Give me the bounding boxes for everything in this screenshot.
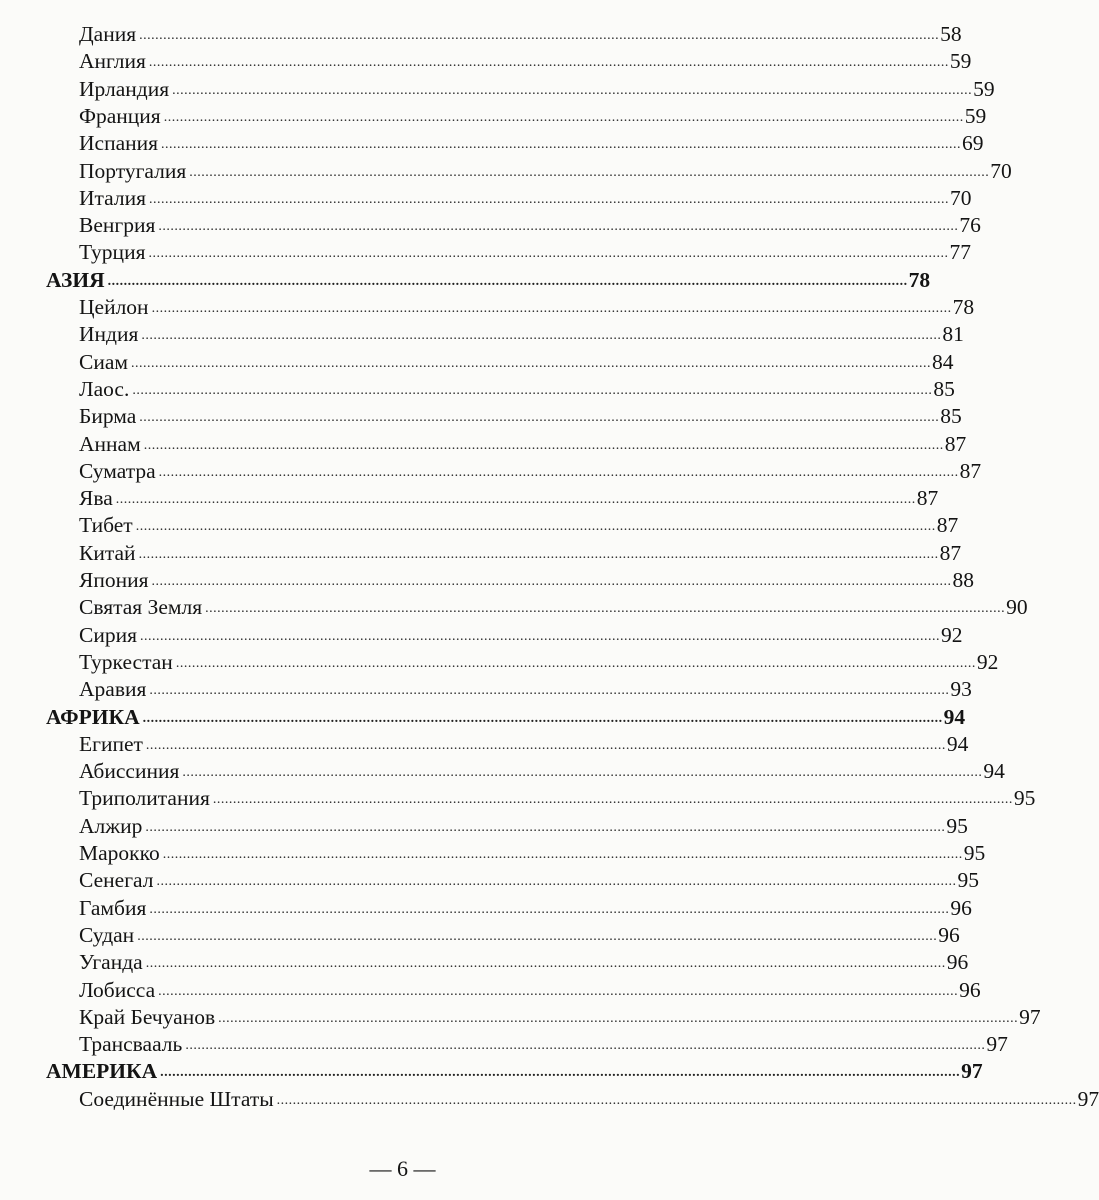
- toc-entry-title: Аннам: [79, 431, 141, 456]
- toc-entry-page: 59: [964, 103, 987, 128]
- dot-leader: ........................................................................................................................................................................................................: [107, 273, 908, 289]
- toc-entry: [79, 591, 1028, 620]
- toc-entry: [79, 974, 981, 1002]
- toc-entry: [79, 127, 984, 156]
- toc-entry-title: Суматра: [79, 458, 156, 483]
- dot-leader: ........................................................................................................................................................................................................: [145, 819, 946, 835]
- toc-entry: [79, 100, 987, 128]
- toc-entry-title: Дания: [79, 22, 137, 46]
- toc-entry: [79, 728, 969, 756]
- toc-entry-title: Трансвааль: [79, 1032, 183, 1057]
- toc-entry-title: Бирма: [79, 404, 137, 429]
- toc-entry-page: 77: [949, 240, 971, 265]
- toc-entry-page: 70: [990, 158, 1012, 183]
- dot-leader: ........................................................................................................................................................................................................: [161, 137, 962, 153]
- dot-leader: ........................................................................................................................................................................................................: [156, 874, 957, 890]
- toc-entry-title: Португалия: [79, 158, 187, 183]
- toc-entry-title: Италия: [79, 185, 147, 210]
- dot-leader: ........................................................................................................................................................................................................: [182, 765, 983, 781]
- toc-entry: [79, 919, 960, 947]
- toc-entry: [79, 45, 972, 74]
- toc-entry-page: 94: [946, 731, 969, 756]
- dot-leader: ........................................................................................................................................................................................................: [185, 1038, 986, 1054]
- toc-entry-title: Англия: [79, 49, 146, 74]
- toc-entry-page: 95: [957, 868, 979, 893]
- toc-entry: [79, 1083, 1099, 1111]
- toc-entry-page: 87: [959, 458, 982, 483]
- toc-entry: [79, 509, 959, 538]
- toc-entry-title: Туркестан: [79, 649, 173, 674]
- dot-leader: ........................................................................................................................................................................................................: [145, 737, 946, 753]
- toc-entry-page: 88: [952, 568, 974, 592]
- toc-entry-page: 96: [938, 922, 960, 947]
- toc-entry-title: Ирландия: [79, 76, 170, 101]
- toc-entry-page: 96: [946, 950, 969, 975]
- toc-entry: [79, 537, 962, 565]
- dot-leader: ........................................................................................................................................................................................................: [131, 355, 931, 371]
- toc-entry: [79, 318, 964, 347]
- toc-entry: [79, 18, 962, 46]
- toc-entry-title: Сирия: [79, 622, 137, 647]
- toc-entry: [79, 1001, 1041, 1029]
- toc-entry-page: 85: [933, 376, 955, 401]
- toc-entry-title: Цейлон: [79, 295, 149, 319]
- toc-entry-page: 96: [950, 895, 972, 920]
- toc-entry-page: 97: [961, 1059, 983, 1084]
- toc-entry: [79, 673, 972, 702]
- toc-entry-title: Триполитания: [79, 786, 210, 811]
- toc-entry-title: Сиам: [79, 349, 128, 374]
- toc-entry-title: Гамбия: [79, 895, 147, 920]
- dot-leader: ........................................................................................................................................................................................................: [148, 246, 949, 262]
- toc-entry-page: 58: [940, 22, 962, 46]
- dot-leader: ........................................................................................................................................................................................................: [142, 710, 943, 726]
- toc-entry: [79, 646, 999, 674]
- dot-leader: ........................................................................................................................................................................................................: [115, 492, 916, 508]
- dot-leader: ........................................................................................................................................................................................................: [172, 82, 973, 98]
- toc-entry: [79, 482, 939, 511]
- toc-entry-title: АМЕРИКА: [46, 1059, 158, 1084]
- dot-leader: ........................................................................................................................................................................................................: [158, 464, 959, 480]
- dot-leader: ........................................................................................................................................................................................................: [149, 191, 950, 207]
- toc-entry-title: Соединённые Штаты: [79, 1086, 274, 1111]
- toc-entry-page: 70: [950, 185, 972, 210]
- toc-entry-title: Китай: [79, 540, 136, 565]
- toc-entry-page: 95: [1013, 786, 1036, 811]
- toc-entry-title: Судан: [79, 922, 135, 947]
- dot-leader: ........................................................................................................................................................................................................: [138, 546, 939, 562]
- toc-section-heading: [46, 1055, 983, 1084]
- dot-leader: ........................................................................................................................................................................................................: [135, 519, 936, 535]
- toc-entry-page: 81: [942, 322, 964, 347]
- toc-entry-title: АФРИКА: [46, 704, 140, 729]
- dot-leader: ........................................................................................................................................................................................................: [148, 55, 949, 71]
- toc-entry: [79, 155, 1012, 183]
- toc-entry-title: Испания: [79, 131, 159, 156]
- toc-entry: [79, 73, 995, 101]
- toc-entry: [79, 755, 1005, 784]
- dot-leader: ........................................................................................................................................................................................................: [149, 683, 950, 699]
- toc-entry-title: Лаос.: [79, 376, 130, 401]
- toc-entry-title: Абиссиния: [79, 759, 180, 784]
- toc-entry-page: 87: [939, 540, 962, 565]
- dot-leader: ........................................................................................................................................................................................................: [160, 1065, 961, 1081]
- toc-entry-title: Святая Земля: [79, 595, 203, 620]
- dot-leader: ........................................................................................................................................................................................................: [175, 655, 976, 671]
- toc-entry: [79, 564, 974, 592]
- toc-entry-title: Венгрия: [79, 213, 156, 238]
- toc-entry-page: 93: [950, 677, 972, 702]
- toc-entry-title: Алжир: [79, 813, 143, 838]
- dot-leader: ........................................................................................................................................................................................................: [218, 1010, 1019, 1026]
- toc-entry: [79, 837, 986, 865]
- toc-entry-page: 97: [1019, 1004, 1041, 1029]
- dot-leader: ........................................................................................................................................................................................................: [212, 792, 1013, 808]
- toc-entry: [79, 782, 1036, 811]
- toc-entry: [79, 236, 971, 265]
- toc-entry: [79, 400, 962, 429]
- dot-leader: ........................................................................................................................................................................................................: [139, 28, 940, 43]
- toc-entry: [79, 455, 982, 483]
- dot-leader: ........................................................................................................................................................................................................: [158, 983, 959, 999]
- dot-leader: ........................................................................................................................................................................................................: [158, 219, 959, 235]
- toc-entry-page: 92: [941, 622, 963, 647]
- dot-leader: ........................................................................................................................................................................................................: [163, 109, 964, 125]
- toc-entry-page: 59: [949, 49, 972, 74]
- toc-section-heading: [46, 264, 931, 292]
- toc-entry: [79, 946, 969, 975]
- dot-leader: ........................................................................................................................................................................................................: [132, 382, 933, 398]
- toc-entry-page: 85: [940, 404, 962, 429]
- toc-entry-page: 84: [932, 349, 954, 374]
- toc-entry-page: 94: [983, 759, 1005, 784]
- dot-leader: ........................................................................................................................................................................................................: [140, 628, 940, 644]
- toc-entry: [79, 209, 981, 238]
- toc-entry-title: Аравия: [79, 677, 147, 702]
- toc-entry-page: 78: [908, 267, 931, 292]
- dot-leader: ........................................................................................................................................................................................................: [143, 437, 944, 453]
- toc-entry-title: Турция: [79, 240, 146, 265]
- toc-entry-title: АЗИЯ: [46, 267, 105, 292]
- toc-entry-page: 95: [963, 841, 986, 865]
- toc-entry-title: Уганда: [79, 950, 143, 975]
- toc-entry-page: 87: [916, 486, 939, 511]
- toc-entry-page: 96: [959, 977, 981, 1002]
- toc-entry: [79, 182, 972, 210]
- dot-leader: ........................................................................................................................................................................................................: [151, 301, 952, 316]
- toc-entry: [79, 428, 967, 456]
- toc-entry: [79, 864, 979, 893]
- toc-entry-title: Край Бечуанов: [79, 1004, 216, 1029]
- dot-leader: ........................................................................................................................................................................................................: [145, 956, 946, 972]
- toc-entry-page: 59: [973, 76, 995, 101]
- dot-leader: ........................................................................................................................................................................................................: [141, 328, 942, 344]
- page-number: — 6 —: [369, 1156, 436, 1181]
- dot-leader: ........................................................................................................................................................................................................: [149, 901, 950, 917]
- toc-entry: [79, 291, 975, 319]
- toc-entry: [79, 346, 954, 374]
- toc-entry-title: Тибет: [79, 513, 133, 538]
- toc-entry-title: Япония: [79, 568, 149, 592]
- dot-leader: ........................................................................................................................................................................................................: [205, 601, 1006, 617]
- toc-entry-page: 94: [943, 704, 966, 729]
- toc-entry-page: 95: [946, 813, 968, 838]
- toc-entry-title: Индия: [79, 322, 139, 347]
- dot-leader: ........................................................................................................................................................................................................: [151, 574, 952, 589]
- toc-entry-title: Египет: [79, 731, 143, 756]
- toc-entry-title: Марокко: [79, 841, 160, 865]
- toc-section-heading: [46, 701, 966, 729]
- dot-leader: ........................................................................................................................................................................................................: [276, 1092, 1077, 1108]
- toc-entry-page: 97: [1077, 1086, 1099, 1111]
- toc-entry-page: 87: [944, 431, 967, 456]
- toc-entry-page: 76: [959, 213, 981, 238]
- toc-entry: [79, 1028, 1008, 1057]
- toc-entry-page: 97: [986, 1032, 1008, 1057]
- toc-entry-page: 69: [962, 131, 984, 156]
- dot-leader: ........................................................................................................................................................................................................: [139, 410, 940, 426]
- toc-entry-title: Сенегал: [79, 868, 154, 893]
- dot-leader: ........................................................................................................................................................................................................: [189, 164, 990, 180]
- toc-entry: [79, 619, 963, 647]
- toc-entry-page: 90: [1006, 595, 1028, 620]
- toc-entry-title: Франция: [79, 103, 161, 128]
- dot-leader: ........................................................................................................................................................................................................: [162, 847, 963, 862]
- toc-entry: [79, 892, 972, 920]
- dot-leader: ........................................................................................................................................................................................................: [137, 928, 938, 944]
- toc-entry-page: 78: [952, 295, 975, 319]
- toc-entry-title: Лобисса: [79, 977, 156, 1002]
- toc-entry: [79, 373, 955, 401]
- toc-entry-title: Ява: [79, 486, 113, 511]
- toc-entry-page: 87: [936, 513, 959, 538]
- toc-entry-page: 92: [976, 649, 999, 674]
- toc-entry: [79, 810, 968, 838]
